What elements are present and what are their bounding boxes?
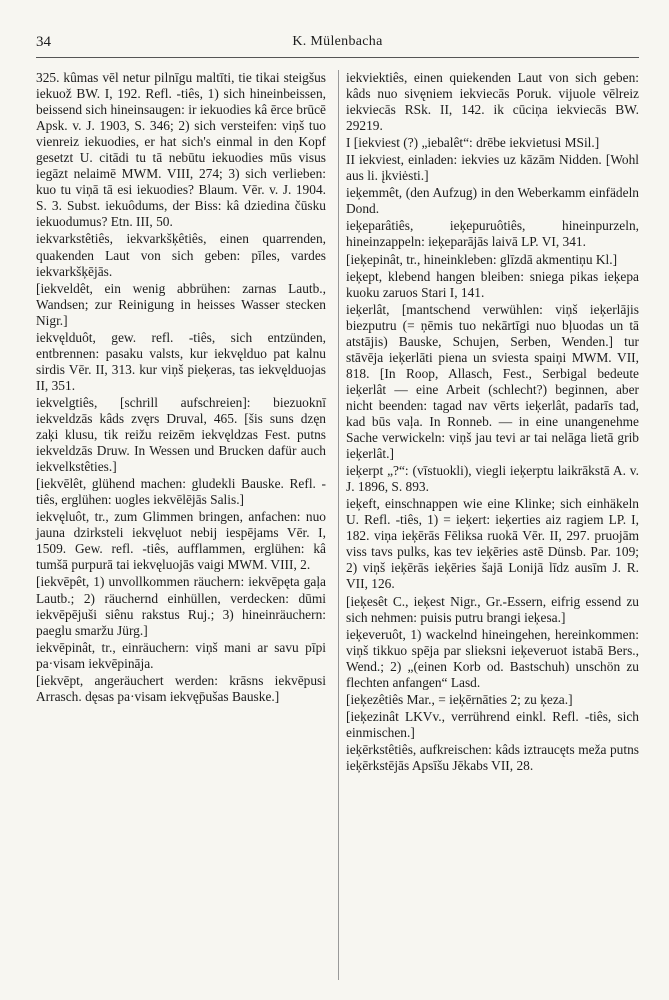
dictionary-entry: II iekviest, einladen: iekvies uz kāzām Nidden. [Wohl aus li. įkviėsti.] [346,152,639,184]
header-rule [36,57,639,58]
dictionary-entry: ieķerpt „?“: (vīstuokli), viegli ieķerptu laikrākstā A. v. J. 1896, S. 893. [346,463,639,495]
dictionary-entry: [ieķepinât, tr., hineinkleben: glīzdā akmentiņu Kl.] [346,251,618,267]
dictionary-entry: ieķeveruôt, 1) wackelnd hineingehen, hereinkommen: viņš tikkuo spēja par slieksni ieķeveruot istabā Bers., Wend.; 2) „(einen Korb od. Bastschuh) unschön zu flechten anfangen“ Lasd. [346,626,639,690]
dictionary-entry: iekvēpinât, tr., einräuchern: viņš mani ar savu pīpi pa·visam iekvēpināja. [36,639,326,671]
dictionary-entry: ieķeparâtiês, ieķepuruôtiês, hineinpurzeln, hineinzappeln: ieķeparājās laivā LP. VI, 341. [346,218,639,250]
dictionary-entry: iekviektiês, einen quiekenden Laut von sich geben: kâds nuo sivęniem iekviecās Poruk. vijuole vēlreiz iekviecās RSk. II, 142. ik cūciņa iekviecās BW. 29219. [346,70,639,134]
page-header [36,34,639,54]
left-column [36,70,326,705]
dictionary-entry: I [iekviest (?) „iebalêt“: drēbe iekvietusi MSil.] [346,135,600,151]
right-column [346,70,639,774]
dictionary-entry: [iekvēpêt, 1) unvollkommen räuchern: iekvēpęta gaļa Lautb.; 2) räuchernd einhüllen, verdecken: dūmi iekvēpējuši siênu rakstus Ruj.; 3) hineinräuchern: paeglu smaržu Jürg.] [36,574,326,638]
running-title: K. Mülenbacha [292,34,383,49]
dictionary-entry: ieķērkstêtiês, aufkreischen: kâds iztraucęts meža putns ieķērkstējās Apsīšu Jēkabs VII, 28. [346,741,639,773]
dictionary-entry: iekvęluôt, tr., zum Glimmen bringen, anfachen: nuo jauna dzirksteli iekvęluot nebij iespējams Vēr. I, 1509. Gew. refl. -tiês, aufflammen, erglühen: kâ tumšā purpurā tai iekvęluojās vaigi MWM. VIII, 2. [36,509,326,573]
dictionary-entry: ieķeft, einschnappen wie eine Klinke; sich einhäkeln U. Refl. -tiês, 1) = ieķert: ieķerties aiz ragiem LP. I, 182. viņa ieķērās Fēliksa ruokā Vēr. II, 297. pruojām viss tavs pulks, kas tev ieķēries astē Dünsb. Par. 109; 2) viņš ieķērās ieķēries šajā Lonijā līdz ausīm J. R. VII, 126. [346,496,639,592]
page-number: 34 [36,34,51,50]
dictionary-entry: [iekveldêt, ein wenig abbrühen: zarnas Lautb., Wandsen; zur Reinigung in heisses Wasser stecken Nigr.] [36,280,326,328]
dictionary-entry: iekvęlduôt, gew. refl. -tiês, sich entzünden, entbrennen: pasaku valsts, kur iekvęlduo pat kalnu sirdis Vēr. II, 313. kur viņš pieķeras, tas iekvęlduojas II, 351. [36,329,326,393]
dictionary-entry: [ieķezinât LKVv., verrührend einkl. Refl. -tiês, sich einmischen.] [346,708,639,740]
dictionary-entry: ieķept, klebend hangen bleiben: sniega pikas ieķepa kuoku zaruos Stari I, 141. [346,268,639,300]
dictionary-entry: [iekvēpt, angeräuchert werden: krāsns iekvēpusi Arrasch. dęsas pa·visam iekvęp̄ušas Bauske.] [36,672,326,704]
dictionary-entry: ieķerlât, [mantschend verwühlen: viņš ieķerlājis biezputru (= ņēmis tuo nekārtīgi nuo bļuodas un tā atstājis) Bauske, Schujen, Serben, Wenden.] tur stāvēja ieķerlāti piena un sviesta spaiņi MWM. VII, 818. [In Roop, Allasch, Fest., Serbigal bedeute ieķerlât — eine Arbeit (schlecht?) beginnen, aber nicht beenden: tagad nav vērts ieķerlât, padarīs tad, kad būs vaļa. In Ronneb. — in eine unangenehme Sache verwickeln: viņš jau tevi ar tai nelāga lietā grib ieķerlât.] [346,301,639,462]
dictionary-entry: iekvarkstêtiês, iekvarkšķêtiês, einen quarrenden, quakenden Laut von sich geben: pīles, vardes iekvarkšķējās. [36,231,326,279]
column-divider [338,70,339,980]
dictionary-entry: iekvelgtiês, [schrill aufschreien]: biezuoknī iekveldzās kâds zvęrs Druval, 465. [šis suns dzęn zaķi klusu, tik reižu reizēm iekvęldzas Fest. putns iekveldzās Druw. In Wessen und Brucken dafür auch iekvelkstêties.] [36,394,326,475]
dictionary-entry: [ieķezêtiês Mar., = ieķērnāties 2; zu ķeza.] [346,691,573,707]
dictionary-entry: ieķemmêt, (den Aufzug) in den Weberkamm einfädeln Dond. [346,185,639,217]
dictionary-entry: [ieķesêt C., ieķest Nigr., Gr.-Essern, eifrig essend zu sich nehmen: puisis putru brangi ieķesa.] [346,593,639,625]
dictionary-entry: [iekvēlêt, glühend machen: gludekli Bauske. Refl. -tiês, erglühen: uogles iekvēlējās Salis.] [36,476,326,508]
dictionary-entry: 325. kûmas vēl netur pilnīgu maltīti, tie tikai steigšus iekuož BW. I, 192. Refl. -tiês, 1) sich hineinbeissen, beissend sich hineinsaugen: ir iekuodies kâ ērce brūcē Apsk. v. J. 1903, S. 346; 2) sich versteifen: viņš tuo vienreiz iekuodies, er hat sich's einmal in den Kopf gesetzt U. citādi tu tā nebūtu iekuodies mūs visus iegāzt nelaimē MWM. VIII, 274; 3) sich verlieben: kuo tu viņā tā esi iekuodies? Blaum. Vēr. v. J. 1904. S. 3. Subst. iekuôdums, der Biss: kâ dziedina čūsku iekuodumus? Etn. III, 50. [36,70,326,230]
